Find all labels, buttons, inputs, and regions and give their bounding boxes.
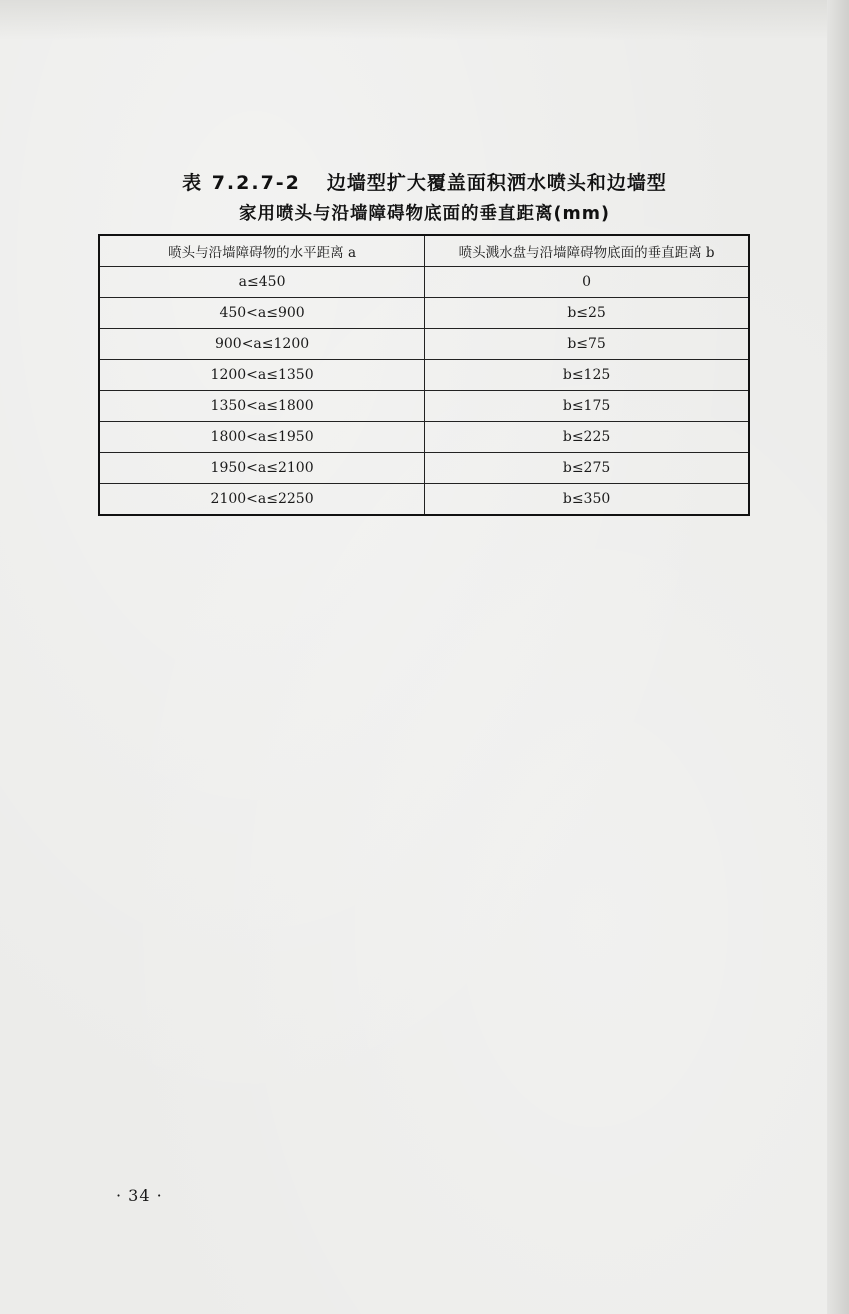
vertical-distance-cell: b≤75 (425, 329, 749, 360)
vertical-distance-cell: b≤25 (425, 298, 749, 329)
table-title-line-1: 边墙型扩大覆盖面积洒水喷头和边墙型 (326, 172, 667, 194)
horizontal-distance-cell: 900<a≤1200 (99, 329, 425, 360)
vertical-distance-cell: b≤350 (425, 484, 749, 516)
distance-table (98, 234, 750, 516)
vertical-distance-cell: b≤125 (425, 360, 749, 391)
table-title (0, 168, 849, 195)
table-row (99, 484, 749, 516)
table-row (99, 453, 749, 484)
column-header-vertical-distance: 喷头溅水盘与沿墙障碍物底面的垂直距离 b (425, 235, 749, 267)
vertical-distance-cell: 0 (425, 267, 749, 298)
table-header-row (99, 235, 749, 267)
horizontal-distance-cell: 1200<a≤1350 (99, 360, 425, 391)
horizontal-distance-cell: 2100<a≤2250 (99, 484, 425, 516)
column-header-horizontal-distance: 喷头与沿墙障碍物的水平距离 a (99, 235, 425, 267)
vertical-distance-cell: b≤175 (425, 391, 749, 422)
table-row (99, 329, 749, 360)
table-title-line-2: 家用喷头与沿墙障碍物底面的垂直距离(mm) (239, 204, 610, 224)
vertical-distance-cell: b≤225 (425, 422, 749, 453)
horizontal-distance-cell: a≤450 (99, 267, 425, 298)
page-number: · 34 · (116, 1186, 163, 1205)
horizontal-distance-cell: 1350<a≤1800 (99, 391, 425, 422)
table-row (99, 391, 749, 422)
page-right-edge (827, 0, 849, 1314)
horizontal-distance-cell: 1800<a≤1950 (99, 422, 425, 453)
horizontal-distance-cell: 450<a≤900 (99, 298, 425, 329)
table-row (99, 360, 749, 391)
table-row (99, 298, 749, 329)
horizontal-distance-cell: 1950<a≤2100 (99, 453, 425, 484)
page-top-shadow (0, 0, 849, 40)
table-row (99, 267, 749, 298)
table-row (99, 422, 749, 453)
table-number: 表 7.2.7-2 (182, 172, 301, 194)
vertical-distance-cell: b≤275 (425, 453, 749, 484)
